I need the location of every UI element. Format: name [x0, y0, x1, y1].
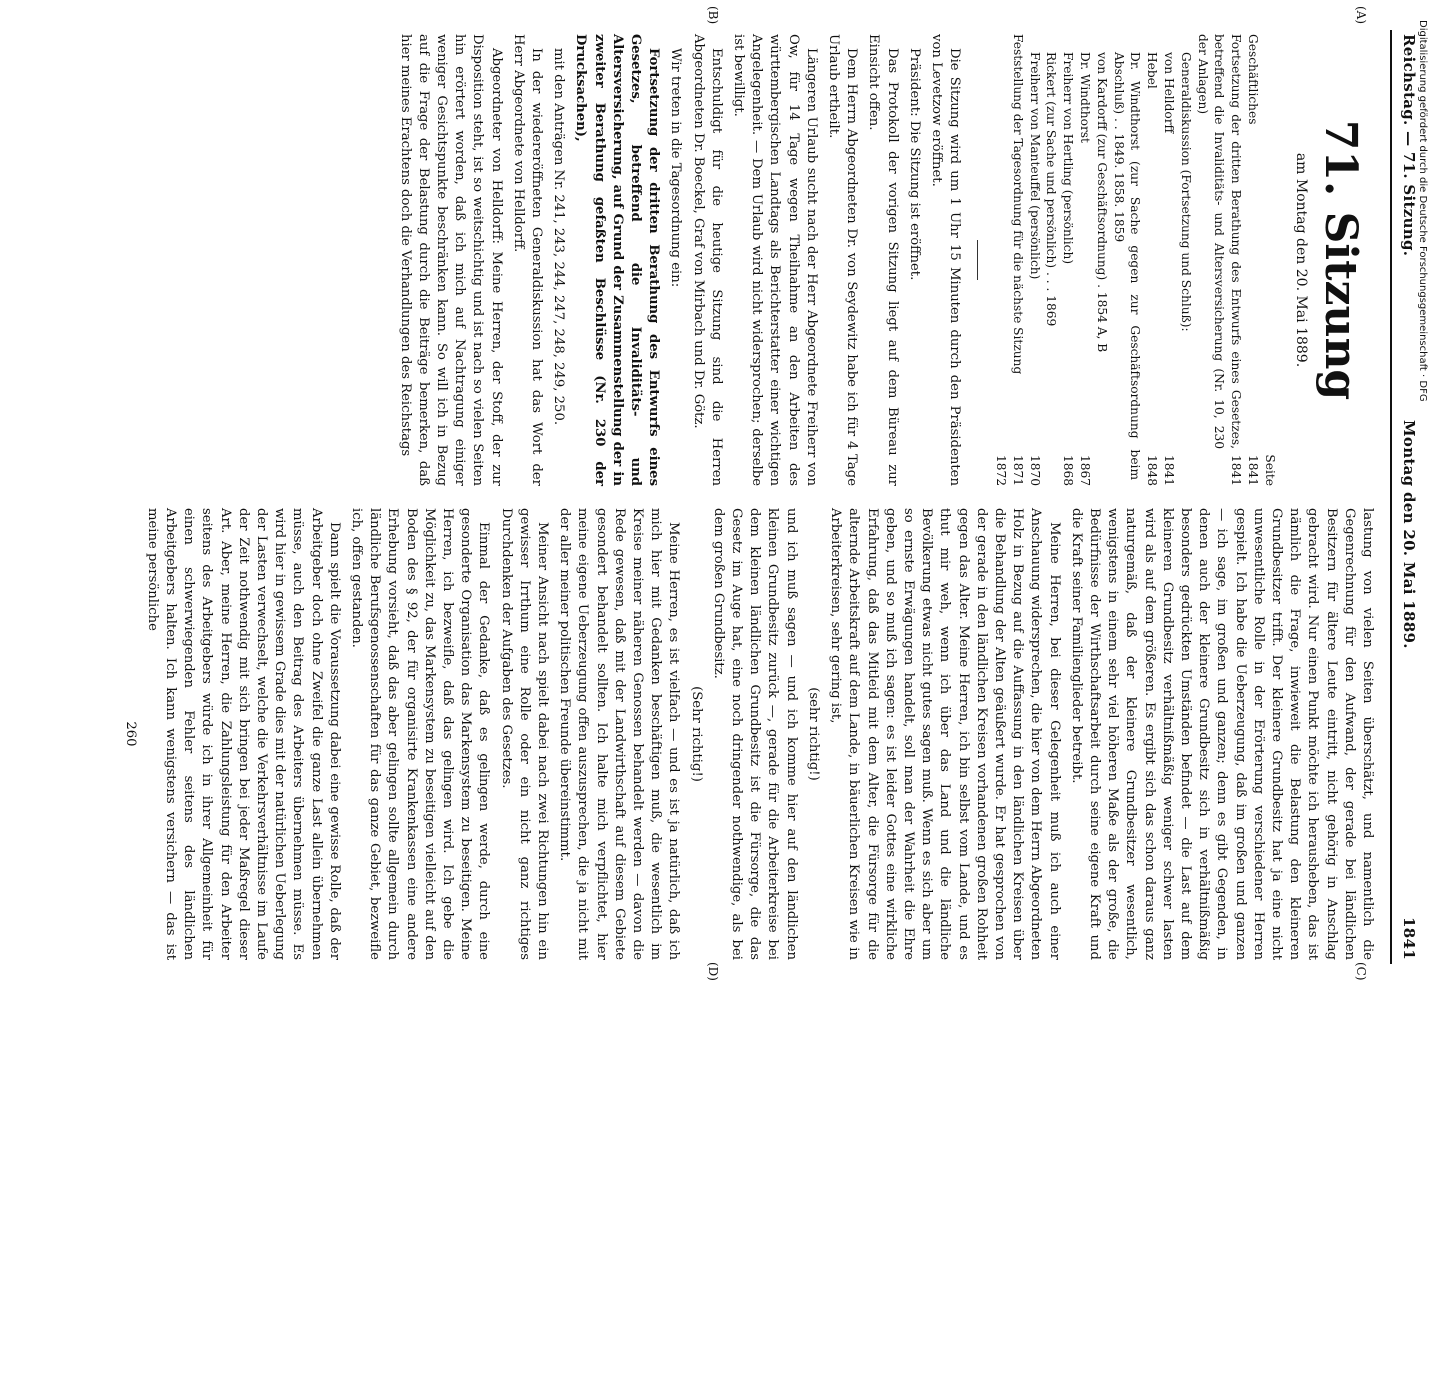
toc-row: Freiherr von Manteuffel (persönlich) 1870	[1027, 52, 1042, 486]
toc-row: Freiherr von Hertling (persönlich) 1868	[1061, 52, 1076, 486]
paragraph: Meiner Ansicht nach spielt dabei nach zwei Richtungen hin ein gewisser Irrthum eine Rolle oder ein nicht ganz richtiges Durchdenken der Aufgaben des Gesetzes.	[498, 508, 551, 960]
paragraph: Meine Herren, bei dieser Gelegenheit muß ich auch einer Anschauung widersprechen, die hier von dem Herrn Abgeordneten Holz in Bezug auf die Auffassung in den ländlichen Kreisen über die Behandlung der Alten geäußert wurde. Er hat gesprochen von der gerade in den ländlichen Kreisen vorhandenen großen Rohheit gegen das Alter. Meine Herren, ich bin selbst vom Lande, und es thut mir weh, wenn ich über das Land und die ländliche Bevölkerung etwas nicht gutes sagen muß. Wenn es sich aber um so ernste Erwägungen handelt, soll man der Wahrheit die Ehre geben, und so muß ich sagen: es ist leider Gottes eine wirkliche Erfahrung, daß das Mitleid mit dem Alter, die Fürsorge für die alternde Arbeitskraft auf dem Lande, in bäuerlichen Kreisen wie in Arbeiterkreisen, sehr gering ist,	[828, 508, 1062, 960]
margin-letter-b: (B)	[706, 6, 720, 25]
session-title: 71. Sitzung	[1315, 119, 1366, 401]
paragraph: Präsident: Die Sitzung ist eröffnet.	[906, 48, 922, 281]
paragraph: Entschuldigt für die heutige Sitzung sind die Herren Abgeordneten Dr. Boeckel, Graf von Mirbach und Dr. Götz.	[690, 34, 724, 486]
paragraph: Meine Herren, es ist vielfach — und es ist ja natürlich, daß ich mich hier mit Gedanken beschäftigen muß, die wesentlich im Kreise meiner näheren Genossen behandelt werden — davon die Rede gewesen, daß mit der Landwirthschaft auf diesem Gebiete gesondert behandelt sollten. Ich halte mich verpflichtet, hier meine eigene Ueberzeugung offen auszusprechen, die ja nicht mit der aller meiner politischen Freunde übereinstimmt.	[557, 508, 682, 960]
paragraph: Abgeordneter von Helldorff: Meine Herren, der Stoff, der zur Disposition steht, ist so weitschichtig und ist nach so vielen Seiten hin erörtert worden, daß ich mich auf Nachtragung einiger weniger Gesichtspunkte beschränken kann. So will ich in Bezug auf die Frage der Belastung durch die Beiträge bemerken, daß hier meines Erachtens doch die Verhandlungen des Reichstags	[397, 34, 504, 486]
margin-letter-a: (A)	[1354, 6, 1368, 25]
paragraph: Dann spielt die Voraussetzung dabei eine gewisse Rolle, daß der Arbeitgeber doch ohne Zweifel die ganze Last allein übernehmen müsse, auch den Beitrag des Arbeiters übernehmen müsse. Es wird hier in gewissem Grade dies mit der natürlichen Ueberlegung der Lasten verwechselt, welche die Verkehrsverhältnisse im Laufe der Zeit nothwendig mit sich bringen bei jeder Maßregel dieser Art. Aber, meine Herren, die Zahlungsleistung für den Arbeiter seitens des Arbeitgebers würde ich in ihrer Allgemeinheit für einen schwerwiegenden Fehler seitens des ländlichen Arbeitgebers halten. Ich kann wenigstens versichern — das ist meine persönliche	[144, 508, 342, 960]
margin-letter-c: (C)	[1354, 962, 1368, 981]
left-column	[391, 34, 1376, 486]
header-center: Montag den 20. Mai 1889.	[1400, 420, 1418, 649]
toc-row: Dr. Windthorst 1867	[1078, 52, 1093, 486]
toc-row: Geschäftliches 1841	[1246, 34, 1260, 486]
paragraph: Wir treten in die Tagesordnung ein:	[668, 48, 684, 288]
dfg-credit-text: Digitalisierung gefördert durch die Deutsche Forschungsgemeinschaft · DFG	[1417, 20, 1428, 402]
paragraph: In der wiedereröffneten Generaldiskussion hat das Wort der Herr Abgeordnete von Helldorff.	[510, 34, 544, 486]
interjection: (Sehr richtig!)	[688, 686, 704, 782]
section-separator	[977, 240, 978, 280]
toc-row: von Kardorff (zur Geschäftsordnung) . 1854 A, B	[1094, 52, 1109, 353]
paragraph: Dem Herrn Abgeordneten Dr. von Seydewitz habe ich für 4 Tage Urlaub ertheilt.	[826, 34, 860, 486]
interjection: (sehr richtig!)	[805, 687, 821, 781]
paragraph: Das Protokoll der vorigen Sitzung liegt auf dem Büreau zur Einsicht offen.	[866, 34, 900, 486]
toc-row: Feststellung der Tagesordnung für die nächste Sitzung 1871	[1010, 34, 1025, 486]
paragraph: lastung von vielen Seiten überschätzt, und namentlich die Gegenrechnung für den Aufwand, der gerade bei ländlichen Besitzern für ältere Leute eintritt, nicht gehörig in Anschlag gebracht wird. Nur einen Punkt möchte ich herausheben, das ist nämlich die Frage, inwieweit die Belastung den kleineren Grundbesitzer trifft. Der kleinere Grundbesitz hat ja eine nicht unwesentliche Rolle in der Erörterung verschiedener Herren gespielt. Ich habe die Ueberzeugung, daß im großen und ganzen — ich sage, im großen und ganzen; denn es gibt Gegenden, in denen auch der kleinere Grundbesitz sich in verhältnißmäßig besonders gedrückten Umständen befindet — die Last auf dem kleineren Grundbesitz verhältnißmäßig weniger schwer lasten wird als auf dem größeren. Es ergibt sich das schon daraus ganz naturgemäß, daß der kleinere Grundbesitzer wesentlich, wenigstens in einem sehr viel höheren Maße als der große, die Bedürfnisse der Wirthschaftsarbeit durch seine eigene Kraft und die Kraft seiner Familienglieder betreibt.	[1068, 508, 1375, 960]
session-date: am Montag den 20. Mai 1889.	[1293, 152, 1309, 368]
margin-letter-d: (D)	[706, 962, 720, 981]
right-column	[116, 508, 1376, 960]
paragraph: Einmal der Gedanke, daß es gelingen werde, durch eine gesonderte Organisation das Markensystem zu beseitigen. Meine Herren, ich bezweifle, daß das gelingen wird. Ich gebe die Möglichkeit zu, das Markensystem zu beseitigen vielleicht auf den Boden des § 92, der für organisirte Krankenkassen eine andere Erhebung vorsieht, daß das aber gelingen sollte allgemein durch ländliche Berufsgenossenschaften für das ganze Gebiet, bezweifle ich, offen gestanden.	[349, 508, 492, 960]
header-page-number: 1841	[1400, 917, 1418, 960]
paragraph: und ich muß sagen — und ich komme hier auf den ländlichen kleinen Grundbesitz zurück —, gerade für die Arbeiterkreise bei dem kleinen ländlichen Grundbesitz ist die Fürsorge, die das Gesetz im Auge hat, eine noch dringender nothwendige, als bei dem großen Grundbesitz.	[710, 508, 799, 960]
header-rule	[1390, 30, 1392, 964]
paragraph: Die Sitzung wird um 1 Uhr 15 Minuten durch den Präsidenten von Levetzow eröffnet.	[929, 34, 963, 486]
paragraph: Längeren Urlaub sucht nach der Herr Abgeordnete Freiherr von Ow, für 14 Tage wegen Theilnahme an den Arbeiten des württembergischen Landtags als Berichterstatter einer wichtigen Angelegenheit. — Dem Urlaub wird nicht widersprochen; derselbe ist bewilligt.	[731, 34, 819, 486]
header-left: Reichstag. — 71. Sitzung.	[1400, 34, 1418, 257]
toc-row: Generaldiskussion (Fortsetzung und Schluß):	[1178, 52, 1193, 332]
table-of-contents	[992, 34, 1278, 486]
toc-seite-label: Seite	[1262, 454, 1277, 486]
agenda-item: Fortsetzung der dritten Berathung des Entwurfs eines Gesetzes, betreffend die Invaliditäts- und Altersversicherung, auf Grund der Zusammenstellung der in zweiter Berathung gefaßten Beschlüsse (Nr. 230 der Drucksachen),	[573, 34, 662, 486]
toc-row: Hebel 1848	[1145, 52, 1160, 486]
toc-row: Rickert (zur Sache und persönlich) . . . 1869	[1044, 52, 1059, 327]
toc-row: 1872	[994, 454, 1009, 486]
toc-row: von Helldorff 1841	[1162, 52, 1177, 486]
toc-row: Dr. Windthorst (zur Sache gegen zur Geschäftsordnung beim Abschluß) . . 1849. 1858. 1859	[1111, 52, 1143, 480]
toc-row: Fortsetzung der dritten Berathung des Entwurfs eines Gesetzes, betreffend die Invaliditäts- und Altersversicherung (Nr. 10, 230 der Anlagen) 1841	[1195, 34, 1244, 486]
footer-number: 260	[122, 721, 138, 747]
paragraph: mit den Anträgen Nr. 241, 243, 244, 247, 248, 249, 250.	[551, 48, 567, 426]
